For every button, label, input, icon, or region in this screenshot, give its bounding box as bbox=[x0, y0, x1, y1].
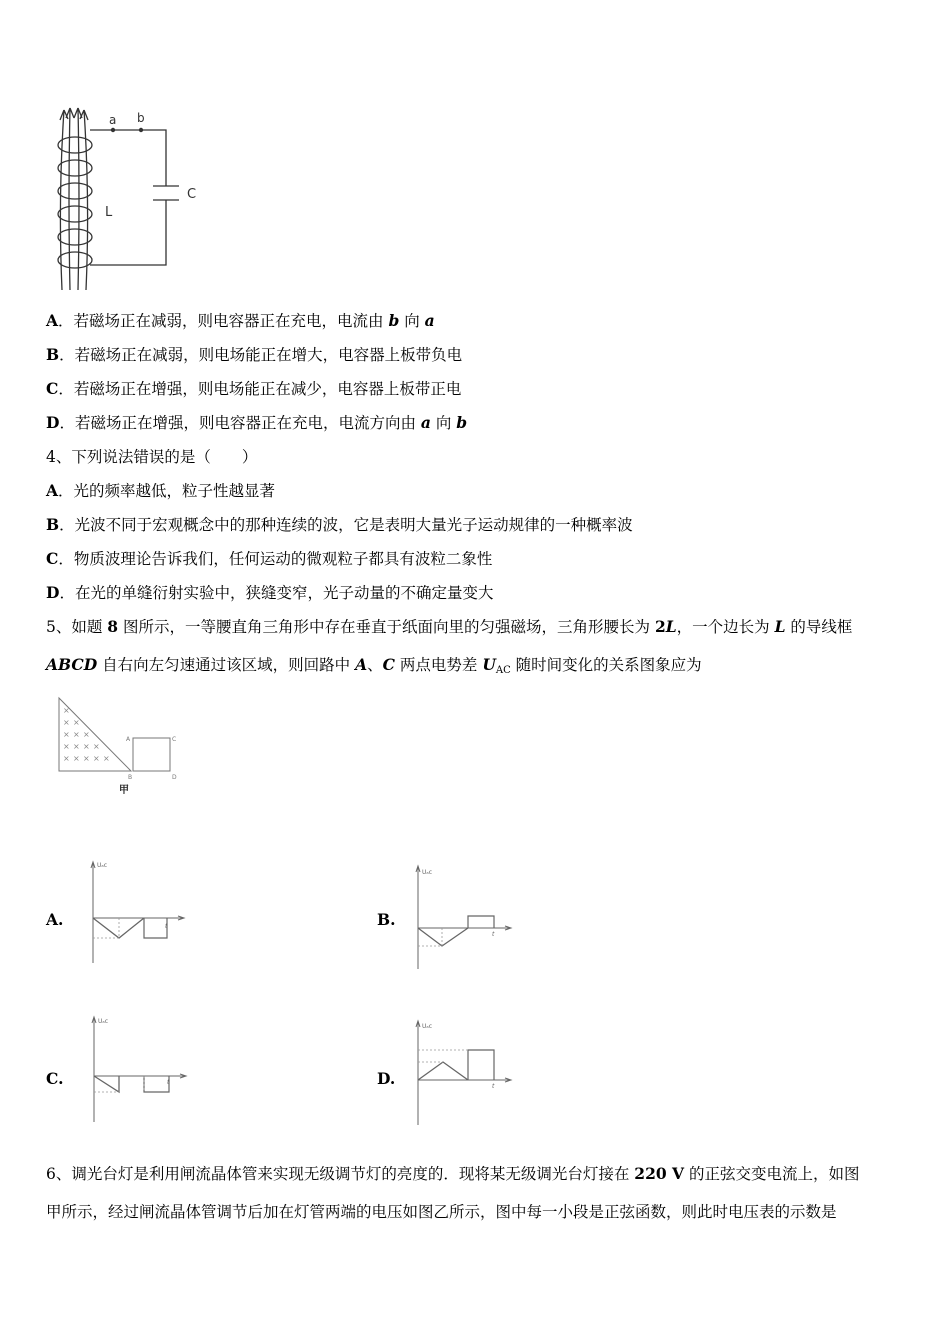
svg-text:×: × bbox=[63, 754, 70, 763]
svg-text:×: × bbox=[63, 718, 70, 727]
svg-text:Uₐc: Uₐc bbox=[97, 862, 108, 869]
q4-stem: 4、下列说法错误的是（ ） bbox=[46, 448, 258, 466]
svg-text:×: × bbox=[63, 706, 70, 715]
q4-option-a: A．光的频率越低，粒子性越显著 bbox=[46, 481, 276, 500]
graph-c bbox=[85, 1014, 195, 1124]
q3-option-c: C．若磁场正在增强，则电场能正在减少，电容器上板带正电 bbox=[46, 379, 462, 398]
svg-text:×: × bbox=[73, 718, 80, 727]
svg-text:t: t bbox=[492, 931, 495, 938]
graph-label-b: B. bbox=[377, 910, 396, 929]
svg-text:×: × bbox=[63, 742, 70, 751]
label-c: C bbox=[187, 187, 197, 202]
corner-c: C bbox=[172, 736, 177, 743]
graph-label-a: A. bbox=[46, 910, 64, 929]
q4-option-b: B．光波不同于宏观概念中的那种连续的波，它是表明大量光子运动规律的一种概率波 bbox=[46, 515, 633, 534]
svg-text:×: × bbox=[83, 742, 90, 751]
q4-option-d: D．在光的单缝衍射实验中，狭缝变窄，光子动量的不确定量变大 bbox=[46, 583, 494, 602]
svg-text:t: t bbox=[492, 1083, 495, 1090]
corner-d: D bbox=[172, 774, 177, 781]
q4-option-c: C．物质波理论告诉我们，任何运动的微观粒子都具有波粒二象性 bbox=[46, 549, 493, 568]
svg-text:t: t bbox=[167, 1079, 170, 1086]
svg-text:×: × bbox=[93, 742, 100, 751]
q5-stem-line2: ABCD 自右向左匀速通过该区域，则回路中 A、C 两点电势差 $U_{AC}$ 随时间变化的关系图象应为 bbox=[46, 655, 702, 676]
graph-label-d: D. bbox=[377, 1069, 396, 1088]
svg-text:×: × bbox=[73, 730, 80, 739]
label-l: L bbox=[105, 205, 113, 220]
graph-a bbox=[85, 858, 195, 968]
lc-circuit-figure bbox=[50, 100, 210, 295]
q3-option-b: B．若磁场正在减弱，则电场能正在增大，电容器上板带负电 bbox=[46, 345, 463, 364]
svg-text:t: t bbox=[165, 923, 168, 930]
svg-text:×: × bbox=[73, 742, 80, 751]
label-a: a bbox=[109, 113, 117, 127]
q5-stem-line1: 5、如题 8 图所示，一等腰直角三角形中存在垂直于纸面向里的匀强磁场，三角形腰长为 2L，一个边长为 L 的导线框 bbox=[46, 617, 853, 636]
svg-text:×: × bbox=[93, 754, 100, 763]
svg-text:×: × bbox=[103, 754, 110, 763]
figure-caption: 甲 bbox=[119, 785, 129, 796]
label-b: b bbox=[137, 111, 145, 125]
q6-stem-line1: 6、调光台灯是利用闸流晶体管来实现无级调节灯的亮度的．现将某无级调光台灯接在 220 V 的正弦交变电流上，如图 bbox=[46, 1164, 860, 1183]
corner-b: B bbox=[128, 774, 133, 781]
q3-option-a: A．若磁场正在减弱，则电容器正在充电，电流由 b 向 a bbox=[46, 311, 435, 330]
svg-text:×: × bbox=[63, 730, 70, 739]
graph-b bbox=[408, 862, 518, 972]
graph-d bbox=[408, 1018, 518, 1128]
svg-text:Uₐc: Uₐc bbox=[422, 869, 433, 876]
graph-label-c: C. bbox=[46, 1069, 64, 1088]
svg-text:Uₐc: Uₐc bbox=[422, 1023, 433, 1030]
corner-a: A bbox=[126, 736, 131, 743]
q3-option-d: D．若磁场正在增强，则电容器正在充电，电流方向由 a 向 b bbox=[46, 413, 468, 432]
q6-stem-line2: 甲所示，经过闸流晶体管调节后加在灯管两端的电压如图乙所示，图中每一小段是正弦函数，则此时电压表的示数是 bbox=[46, 1203, 837, 1221]
triangle-field-figure bbox=[55, 695, 185, 800]
svg-text:Uₐc: Uₐc bbox=[98, 1018, 109, 1025]
svg-text:×: × bbox=[83, 730, 90, 739]
svg-text:×: × bbox=[73, 754, 80, 763]
svg-text:×: × bbox=[83, 754, 90, 763]
